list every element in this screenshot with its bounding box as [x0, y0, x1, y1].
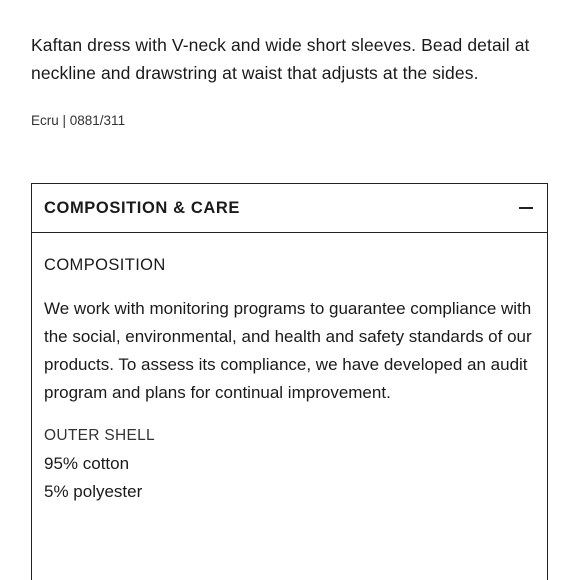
accordion-header[interactable] — [32, 184, 547, 233]
composition-heading: COMPOSITION — [44, 256, 166, 274]
material-item: 5% polyester — [44, 482, 143, 501]
composition-care-accordion — [31, 183, 548, 580]
product-description: Kaftan dress with V-neck and wide short sleeves. Bead detail at neckline and drawstring at waist that adjusts at the sides. — [31, 35, 530, 83]
material-item: 95% cotton — [44, 454, 130, 473]
composition-text: We work with monitoring programs to guarantee compliance with the social, environmental, and health and safety standards of our products. To assess its compliance, we have developed an audit program and plans for continual improvement. — [44, 299, 532, 402]
outer-shell-heading: OUTER SHELL — [44, 427, 155, 444]
color-reference: Ecru | 0881/311 — [31, 113, 126, 128]
minus-icon[interactable] — [519, 207, 533, 209]
accordion-title: COMPOSITION & CARE — [44, 198, 240, 217]
accordion-body — [32, 254, 547, 506]
